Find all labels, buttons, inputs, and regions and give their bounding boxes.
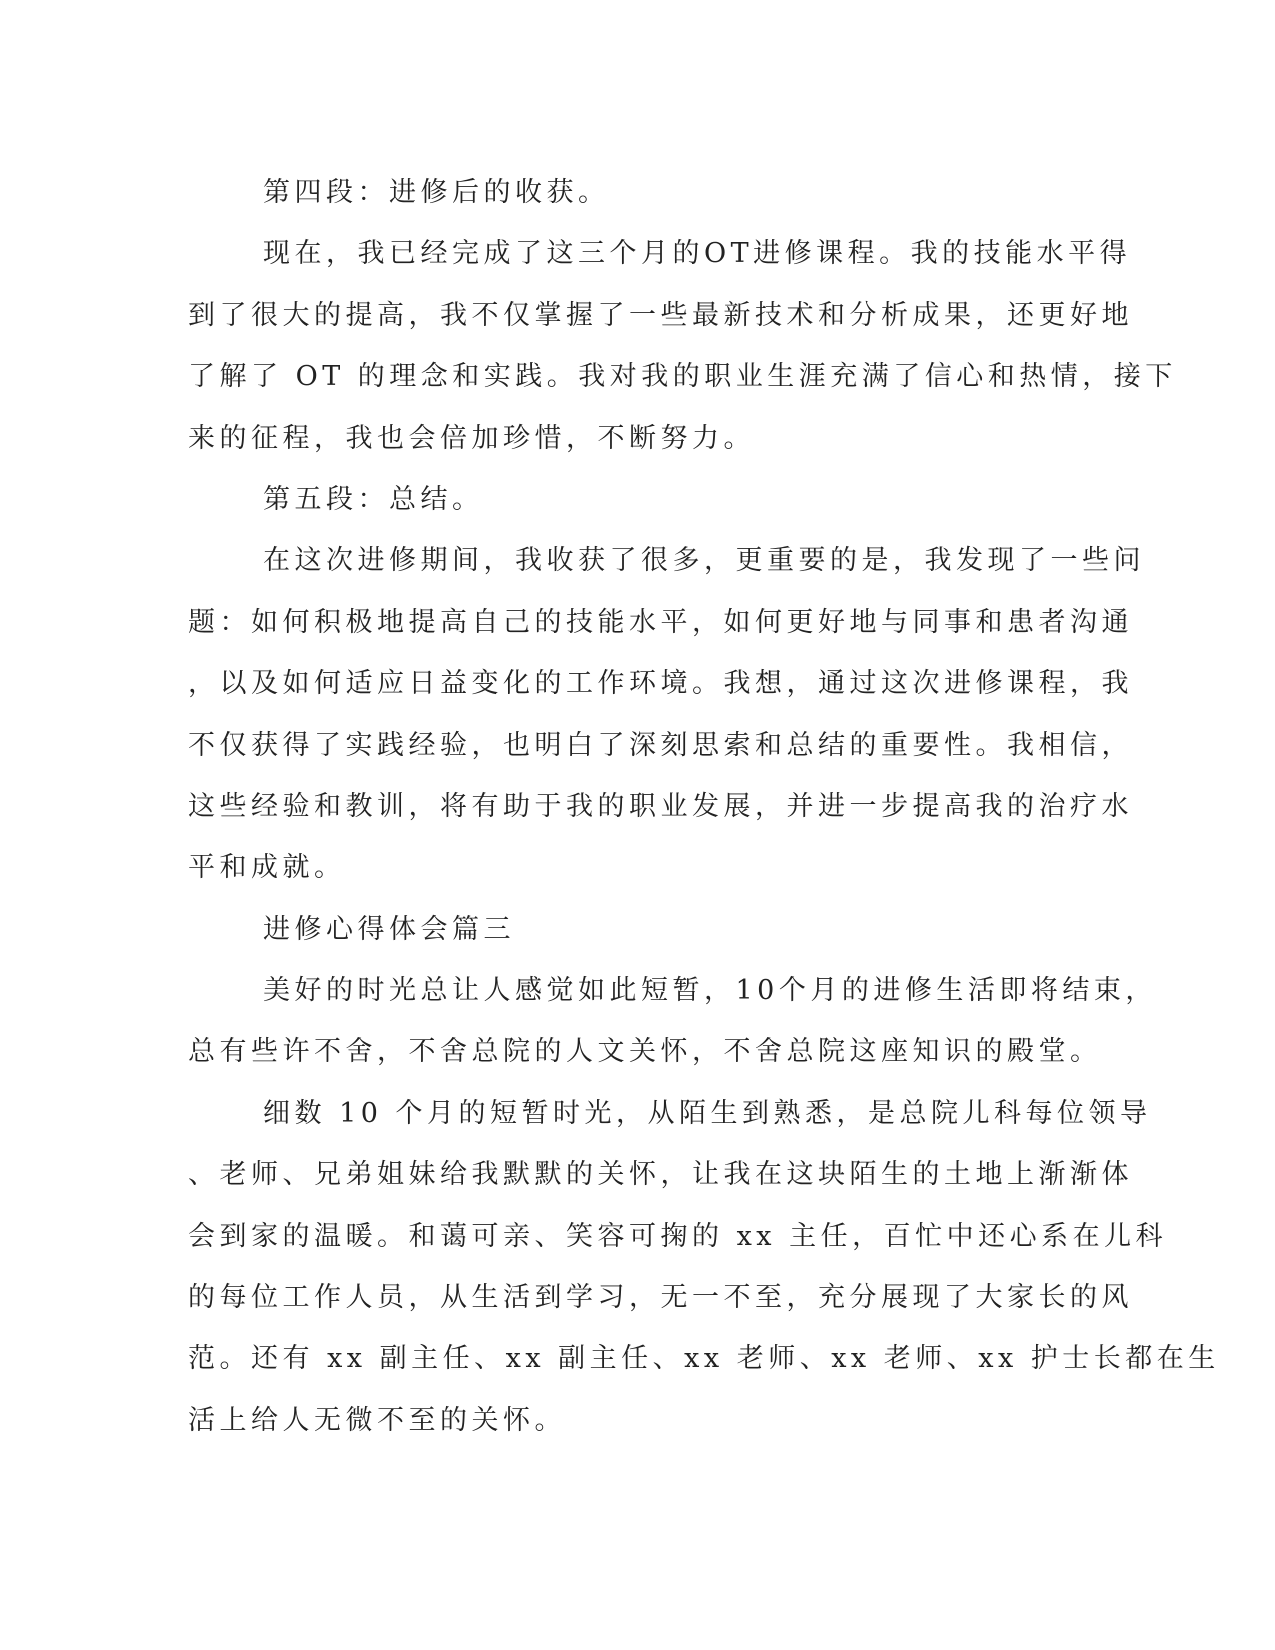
paragraph-line: 平和成就。 bbox=[188, 852, 346, 884]
paragraph-line: 到了很大的提高，我不仅掌握了一些最新技术和分析成果，还更好地 bbox=[188, 299, 1133, 331]
paragraph-line: ，以及如何适应日益变化的工作环境。我想，通过这次进修课程，我 bbox=[188, 668, 1133, 700]
paragraph-line: 活上给人无微不至的关怀。 bbox=[188, 1404, 566, 1436]
paragraph-line: 这些经验和教训，将有助于我的职业发展，并进一步提高我的治疗水 bbox=[188, 790, 1133, 822]
paragraph-line: 美好的时光总让人感觉如此短暂，10个月的进修生活即将结束， bbox=[263, 975, 1157, 1007]
paragraph-line: 会到家的温暖。和蔼可亲、笑容可掬的 xx 主任，百忙中还心系在儿科 bbox=[188, 1220, 1168, 1252]
paragraph-line: 来的征程，我也会倍加珍惜，不断努力。 bbox=[188, 422, 755, 454]
paragraph-line: 在这次进修期间，我收获了很多，更重要的是，我发现了一些问 bbox=[263, 545, 1145, 577]
section-heading-5: 第五段：总结。 bbox=[263, 483, 484, 515]
paragraph-line: 了解了 OT 的理念和实践。我对我的职业生涯充满了信心和热情，接下 bbox=[188, 361, 1177, 393]
section-heading-4: 第四段：进修后的收获。 bbox=[263, 177, 610, 208]
paragraph-line: 现在，我已经完成了这三个月的OT进修课程。我的技能水平得 bbox=[263, 238, 1132, 270]
paragraph-line: 的每位工作人员，从生活到学习，无一不至，充分展现了大家长的风 bbox=[188, 1282, 1133, 1314]
paragraph-line: 、老师、兄弟姐妹给我默默的关怀，让我在这块陌生的土地上渐渐体 bbox=[188, 1159, 1133, 1191]
article-title: 进修心得体会篇三 bbox=[263, 913, 515, 945]
paragraph-line: 不仅获得了实践经验，也明白了深刻思索和总结的重要性。我相信， bbox=[188, 729, 1133, 761]
paragraph-line: 题：如何积极地提高自己的技能水平，如何更好地与同事和患者沟通 bbox=[188, 606, 1133, 638]
paragraph-line: 总有些许不舍，不舍总院的人文关怀，不舍总院这座知识的殿堂。 bbox=[188, 1036, 1102, 1068]
paragraph-line: 范。还有 xx 副主任、xx 副主任、xx 老师、xx 老师、xx 护士长都在生 bbox=[188, 1343, 1220, 1375]
paragraph-line: 细数 10 个月的短暂时光，从陌生到熟悉，是总院儿科每位领导 bbox=[263, 1097, 1152, 1129]
document-body bbox=[188, 162, 1220, 1451]
